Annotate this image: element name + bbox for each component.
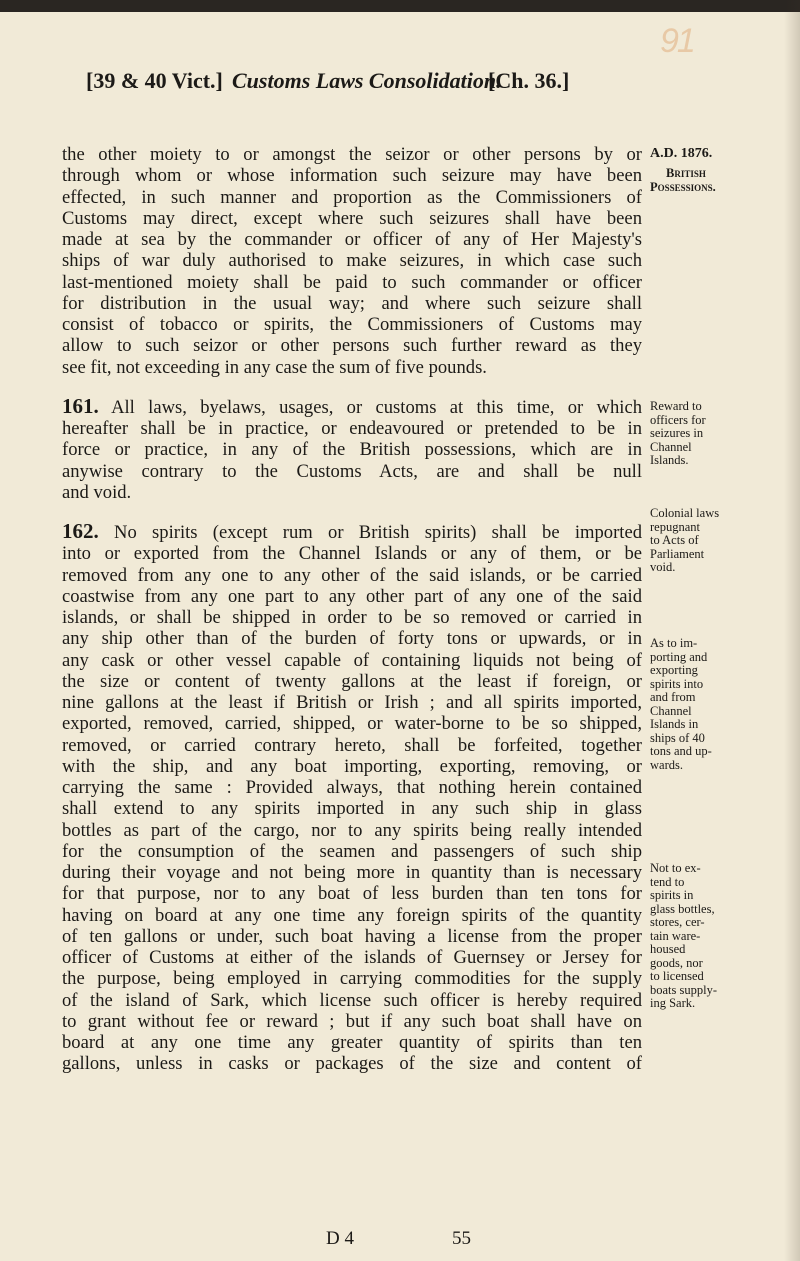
text-line: having on board at any one time any foreign spirits of the quantity bbox=[62, 904, 642, 926]
scan-top-edge bbox=[0, 0, 800, 12]
text-line: effected, in such manner and proportion as the Commissioners of bbox=[62, 186, 642, 208]
text-line: board at any one time any greater quantity of spirits than ten bbox=[62, 1032, 642, 1053]
margin-date: A.D. 1876. bbox=[650, 146, 713, 161]
text-line: of the island of Sark, which license such officer is hereby required bbox=[62, 989, 642, 1011]
text-line: carrying the same : Provided always, that nothing herein contained bbox=[62, 777, 642, 798]
text-line: shall extend to any spirits imported in any such ship in glass bbox=[62, 798, 642, 820]
text-line: exported, removed, carried, shipped, or water-borne to be so shipped, bbox=[62, 713, 642, 735]
text-line: for the consumption of the seamen and passengers of such ship bbox=[62, 840, 642, 862]
section-161 bbox=[62, 393, 642, 503]
section-number: 162. bbox=[62, 519, 99, 543]
section-number: 161. bbox=[62, 393, 99, 418]
text-line: the size or content of twenty gallons at the least if foreign, or bbox=[62, 670, 642, 692]
text-line: nine gallons at the least if British or Irish ; and all spirits imported, bbox=[62, 692, 642, 713]
main-text-column bbox=[62, 144, 642, 1075]
text-line: coastwise from any one part to any other part of any one of the said bbox=[62, 585, 642, 607]
text-line: gallons, unless in casks or packages of the size and content of bbox=[62, 1053, 642, 1075]
text-line: removed from any one to any other of the said islands, or be carried bbox=[62, 564, 642, 586]
margin-note-reward: Reward to officers for seizures in Channel Islands. bbox=[650, 399, 706, 467]
text-line: removed, or carried contrary hereto, shall be forfeited, together bbox=[62, 734, 642, 756]
running-head bbox=[86, 68, 726, 96]
text-line: the purpose, being employed in carrying commodities for the supply bbox=[62, 968, 642, 990]
text-line: to grant without fee or reward ; but if any such boat shall have on bbox=[62, 1010, 642, 1032]
text-line: of ten gallons or under, such boat having a license from the proper bbox=[62, 925, 642, 947]
text-line: ships of war duly authorised to make seizures, in which case such bbox=[62, 250, 642, 272]
text-line: bottles as part of the cargo, nor to any spirits being really intended bbox=[62, 819, 642, 841]
text-line: anywise contrary to the Customs Acts, are and shall be null bbox=[62, 460, 642, 482]
text-line: last-mentioned moiety shall be paid to such commander or officer bbox=[62, 271, 642, 293]
section-162 bbox=[62, 521, 642, 1075]
text-line: the other moiety to or amongst the seizor or other persons by or bbox=[62, 144, 642, 165]
margin-note-exceptions: Not to ex- tend to spirits in glass bottles, stores, cer- tain ware- housed goods, nor to licensed boats supply- ing Sark. bbox=[650, 861, 718, 1010]
continuation-paragraph bbox=[62, 144, 642, 378]
text-line: any ship other than of the burden of forty tons or upwards, or in bbox=[62, 628, 642, 650]
text-line: islands, or shall be shipped in order to be so removed or carried in bbox=[62, 607, 642, 628]
text-line: with the ship, and any boat importing, exporting, removing, or bbox=[62, 755, 642, 777]
text-line: for distribution in the usual way; and where such seizure shall bbox=[62, 292, 642, 314]
printer-signature-mark: D 4 bbox=[326, 1228, 354, 1249]
running-head-chapter: [Ch. 36.] bbox=[488, 68, 570, 93]
text-line: see fit, not exceeding in any case the sum of five pounds. bbox=[62, 356, 487, 378]
text-line: force or practice, in any of the British possessions, which are in bbox=[62, 439, 642, 461]
text-line: 162. No spirits (except rum or British spirits) shall be imported bbox=[62, 519, 642, 543]
text-line: any cask or other vessel capable of containing liquids not being of bbox=[62, 649, 642, 671]
text-line: during their voyage and not being more in quantity than is necessary bbox=[62, 862, 642, 883]
text-line: allow to such seizor or other persons such further reward as they bbox=[62, 335, 642, 357]
margin-note-colonial-laws: Colonial laws repugnant to Acts of Parliament void. bbox=[650, 506, 720, 574]
text-line: through whom or whose information such seizure may have been bbox=[62, 165, 642, 187]
text-line: officer of Customs at either of the islands of Guernsey or Jersey for bbox=[62, 947, 642, 968]
running-head-regnal-year: [39 & 40 Vict.] bbox=[86, 68, 223, 93]
margin-heading-british-possessions: British Possessions. bbox=[650, 166, 716, 194]
text-line: 161. All laws, byelaws, usages, or customs at this time, or which bbox=[62, 393, 642, 418]
text-line: consist of tobacco or spirits, the Commissioners of Customs may bbox=[62, 314, 642, 335]
text-line: into or exported from the Channel Islands or any of them, or be bbox=[62, 543, 642, 565]
margin-note-channel-islands-spirits: As to im- porting and exporting spirits into and from Channel Islands in ships of 40 tons and up- wards. bbox=[650, 636, 712, 772]
text-line: hereafter shall be in practice, or endeavoured or pretended to be in bbox=[62, 418, 642, 439]
text-line: made at sea by the commander or officer of any of Her Majesty's bbox=[62, 229, 642, 250]
text-line: for that purpose, nor to any boat of less burden than ten tons for bbox=[62, 883, 642, 905]
running-head-title: Customs Laws Consolidation. bbox=[232, 68, 502, 93]
handwritten-folio-note: 91 bbox=[660, 22, 694, 60]
page-number: 55 bbox=[452, 1228, 471, 1249]
text-line: Customs may direct, except where such seizures shall have been bbox=[62, 207, 642, 229]
text-line: and void. bbox=[62, 481, 132, 503]
